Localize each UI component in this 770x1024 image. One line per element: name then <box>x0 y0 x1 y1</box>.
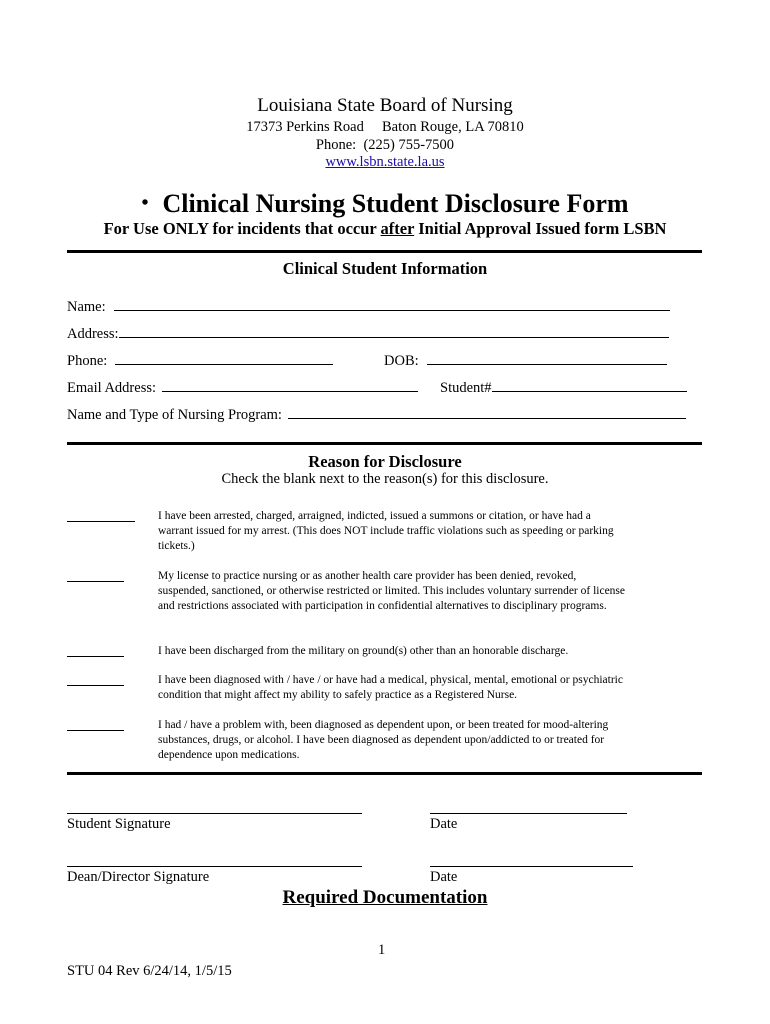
website-text[interactable]: www.lsbn.state.la.us <box>325 154 445 170</box>
reason-checkbox-3[interactable] <box>67 655 124 657</box>
email-input-line[interactable] <box>162 379 418 392</box>
form-subtitle <box>0 219 770 239</box>
dob-input-line[interactable] <box>427 352 667 365</box>
phone-field[interactable] <box>67 352 333 370</box>
form-title <box>0 189 770 219</box>
reason-text-5: I had / have a problem with, been diagnosed as dependent upon, or been treated for mood-altering substances, drugs, or alcohol. I have been diagnosed as dependent upon/addicted to or treated for dependence upon medications. <box>158 719 609 761</box>
dob-label: DOB: <box>384 353 419 369</box>
reason-text-1: I have been arrested, charged, arraigned, indicted, issued a summons or citation, or have had a warrant issued for my arrest. (This does NOT include traffic violations such as speeding or parking tickets.) <box>158 510 614 552</box>
dob-field[interactable] <box>384 352 667 370</box>
program-input-line[interactable] <box>288 406 686 419</box>
page-number: 1 <box>378 942 386 958</box>
student-signature-line[interactable] <box>67 812 362 814</box>
org-address: 17373 Perkins Road Baton Rouge, LA 70810 <box>246 119 524 135</box>
reason-checkbox-4[interactable] <box>67 684 124 686</box>
reason-checkbox-5[interactable] <box>67 729 124 731</box>
org-phone: Phone: (225) 755-7500 <box>315 137 455 153</box>
title-bullet: • <box>141 192 149 214</box>
dean-date-line[interactable] <box>430 865 633 867</box>
dean-signature-line[interactable] <box>67 865 362 867</box>
student-number-input-line[interactable] <box>492 379 687 392</box>
student-signature-label: Student Signature <box>67 816 171 832</box>
reason-text-3: I have been discharged from the military on ground(s) other than an honorable discharge. <box>158 645 569 657</box>
divider <box>67 772 702 775</box>
disclosure-instruction: Check the blank next to the reason(s) for this disclosure. <box>221 471 549 487</box>
form-title-text: Clinical Nursing Student Disclosure Form <box>162 189 629 218</box>
reason-text-4: I have been diagnosed with / have / or have had a medical, physical, mental, emotional or psychiatric condition that might affect my ability to safely practice as a Registered Nurse. <box>158 674 623 701</box>
dean-signature-label: Dean/Director Signature <box>67 869 210 885</box>
required-documentation-heading: Required Documentation <box>282 887 488 908</box>
student-number-label: Student# <box>440 380 492 396</box>
email-field[interactable] <box>67 379 418 397</box>
reason-checkbox-2[interactable] <box>67 580 124 582</box>
reason-text-2: My license to practice nursing or as another health care provider has been denied, revoked, suspended, sanctioned, or otherwise restricted or limited. This includes voluntary surrender of license and restrictions associated with participation in confidential alternatives to disciplinary programs. <box>158 570 626 612</box>
org-name: Louisiana State Board of Nursing <box>257 95 513 116</box>
phone-label: Phone: <box>67 353 108 369</box>
subtitle-part-2: Initial Approval Issued form LSBN <box>414 219 667 238</box>
form-revision-footer: STU 04 Rev 6/24/14, 1/5/15 <box>67 963 232 979</box>
address-input-line[interactable] <box>119 325 669 338</box>
student-number-field[interactable] <box>440 379 687 397</box>
student-date-line[interactable] <box>430 812 627 814</box>
student-date-label: Date <box>430 816 458 832</box>
name-label: Name: <box>67 299 106 315</box>
dean-date-label: Date <box>430 869 458 885</box>
org-website-link[interactable] <box>0 154 770 171</box>
divider <box>67 442 702 445</box>
phone-input-line[interactable] <box>115 352 333 365</box>
subtitle-part-1: For Use ONLY for incidents that occur <box>103 219 381 238</box>
name-field[interactable] <box>67 298 670 316</box>
divider <box>67 250 702 253</box>
address-label: Address: <box>67 326 119 342</box>
program-field[interactable] <box>67 406 686 424</box>
email-label: Email Address: <box>67 380 157 396</box>
subtitle-emphasis: after <box>380 219 415 238</box>
reason-checkbox-1[interactable] <box>67 520 135 522</box>
name-input-line[interactable] <box>114 298 670 311</box>
program-label: Name and Type of Nursing Program: <box>67 407 282 423</box>
disclosure-heading: Reason for Disclosure <box>308 452 462 471</box>
address-field[interactable] <box>67 325 669 343</box>
student-info-heading: Clinical Student Information <box>282 259 488 278</box>
